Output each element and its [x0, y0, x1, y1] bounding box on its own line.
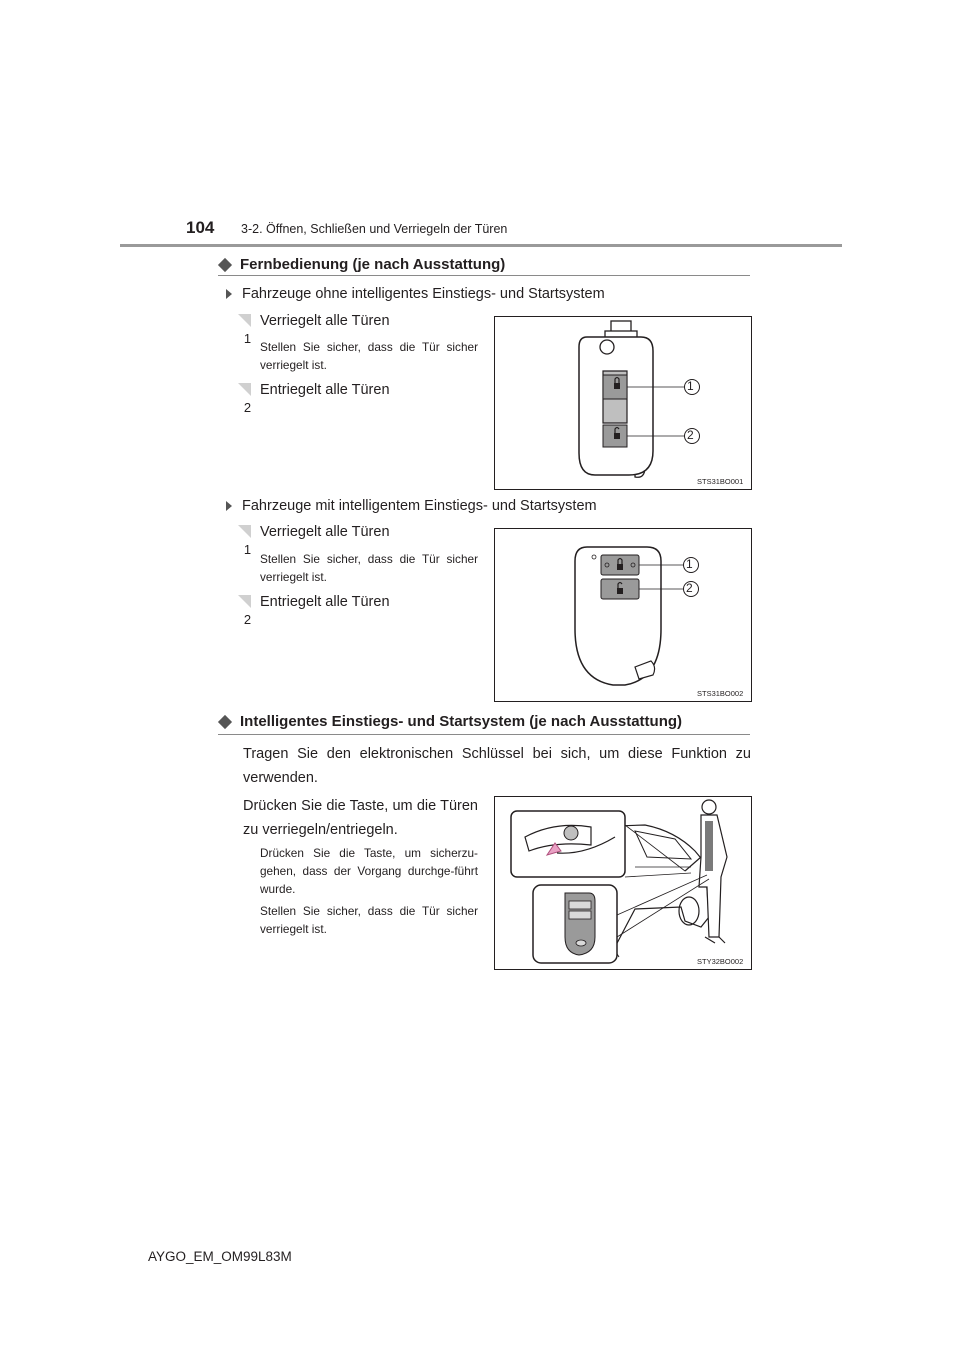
triangle-bullet-icon	[226, 289, 232, 299]
callout-2: 2	[687, 428, 694, 442]
body-paragraph: Tragen Sie den elektronischen Schlüssel bei sich, um diese Funktion zu verwenden.	[243, 746, 751, 786]
callout-2: 2	[686, 581, 693, 595]
item-number-badge	[237, 524, 252, 557]
figure-smart-entry-usage	[494, 796, 752, 970]
item-number: 1	[243, 542, 252, 557]
item-label: Entriegelt alle Türen	[260, 594, 390, 610]
section-heading-text: Fernbedienung (je nach Ausstattung)	[240, 256, 506, 273]
diamond-bullet-icon	[218, 257, 232, 271]
number-badge-icon	[237, 382, 252, 397]
item-number: 2	[243, 400, 252, 415]
section-rule	[218, 275, 750, 276]
item-label: Entriegelt alle Türen	[260, 382, 390, 398]
note-paragraph: Drücken Sie die Taste, um sicherzu-gehen, dass der Vorgang durchge-führt wurde.	[260, 846, 478, 896]
subsection-with-smart-entry	[226, 498, 597, 514]
triangle-bullet-icon	[226, 501, 232, 511]
section-heading-smart-entry	[218, 713, 682, 730]
body-paragraph: Drücken Sie die Taste, um die Türen zu verriegeln/entriegeln.	[243, 798, 478, 838]
number-badge-icon	[237, 313, 252, 328]
callout-1: 1	[686, 557, 693, 571]
item-number: 1	[243, 331, 252, 346]
subsection-without-smart-entry	[226, 286, 605, 302]
note-paragraph: Stellen Sie sicher, dass die Tür sicher verriegelt ist.	[260, 904, 478, 936]
item-number-badge	[237, 313, 252, 346]
figure-code: STS31BO002	[697, 689, 744, 698]
diamond-bullet-icon	[218, 714, 232, 728]
page-number: 104	[186, 218, 215, 237]
item-number-badge	[237, 382, 252, 415]
section-heading-text: Intelligentes Einstiegs- und Startsystem (je nach Ausstattung)	[240, 713, 683, 730]
person-at-car-illustration	[495, 797, 751, 969]
figure-code: STY32BO002	[697, 957, 744, 966]
item-label: Verriegelt alle Türen	[260, 524, 390, 540]
number-badge-icon	[237, 594, 252, 609]
footer-doc-code: AYGO_EM_OM99L83M	[148, 1249, 292, 1264]
flip-key-illustration	[495, 317, 751, 489]
section-heading-remote	[218, 256, 505, 273]
figure-code: STS31BO001	[697, 477, 744, 486]
section-rule	[218, 734, 750, 735]
number-badge-icon	[237, 524, 252, 539]
item-note: Stellen Sie sicher, dass die Tür sicher verriegelt ist.	[260, 552, 478, 584]
header-rule	[120, 244, 842, 247]
item-number: 2	[243, 612, 252, 627]
item-note: Stellen Sie sicher, dass die Tür sicher verriegelt ist.	[260, 340, 478, 372]
figure-remote-key	[494, 316, 752, 490]
item-label: Verriegelt alle Türen	[260, 313, 390, 329]
figure-smart-key	[494, 528, 752, 702]
subsection-title: Fahrzeuge ohne intelligentes Einstiegs- und Startsystem	[242, 286, 605, 302]
chapter-title: 3-2. Öffnen, Schließen und Verriegeln der Türen	[241, 222, 508, 236]
smart-key-illustration	[495, 529, 751, 701]
callout-1: 1	[687, 379, 694, 393]
subsection-title: Fahrzeuge mit intelligentem Einstiegs- und Startsystem	[242, 498, 597, 514]
item-number-badge	[237, 594, 252, 627]
